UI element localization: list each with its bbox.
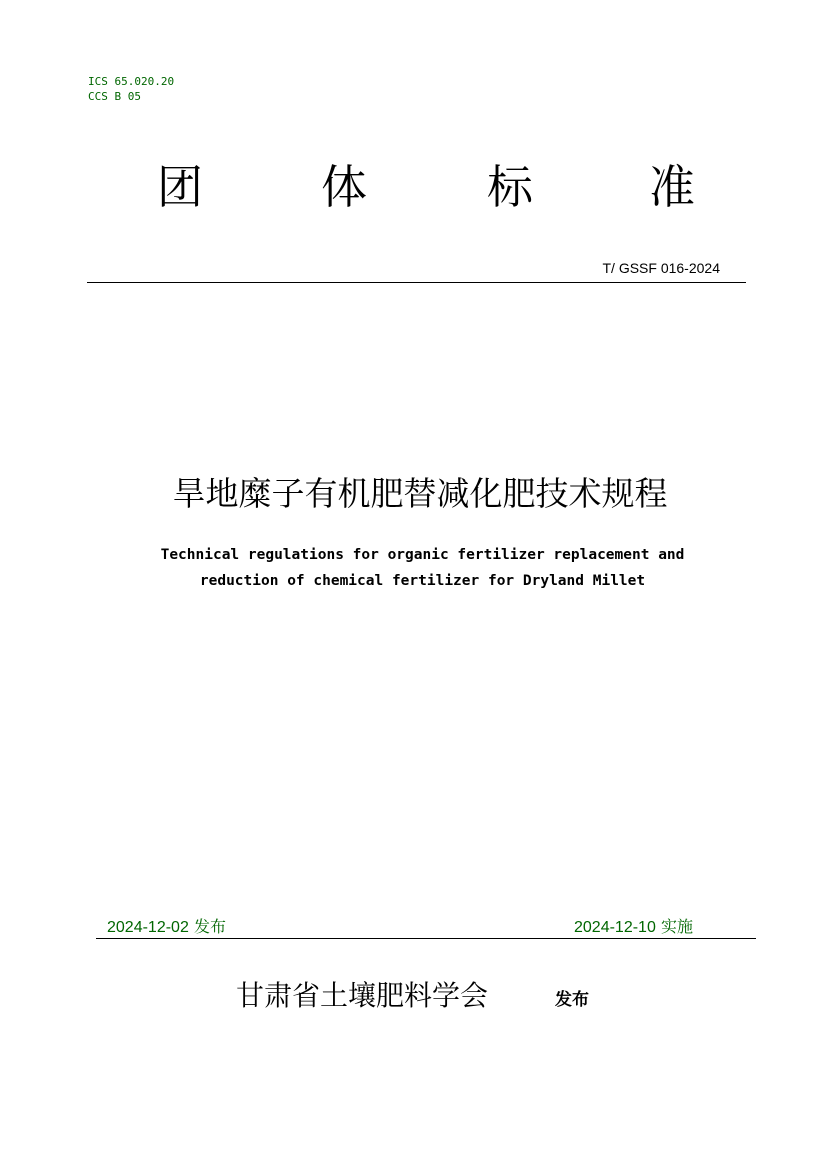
bottom-divider: [96, 938, 756, 939]
heading-char-2: 体: [321, 160, 367, 214]
document-title-cn: 旱地糜子有机肥替减化肥技术规程: [172, 474, 668, 513]
ccs-code: CCS B 05: [88, 90, 141, 103]
publisher-name: 甘肃省土壤肥料学会: [236, 979, 489, 1012]
effective-date: 2024-12-10: [574, 919, 656, 936]
publish-date: 2024-12-02: [107, 919, 189, 936]
standard-number: T/ GSSF 016-2024: [602, 260, 720, 276]
standard-type-heading: [0, 152, 815, 222]
effective-label: 实施: [660, 917, 693, 936]
classification-codes: [88, 74, 174, 104]
publish-date-block: [107, 916, 226, 939]
heading-char-4: 准: [649, 160, 695, 214]
publish-label: 发布: [193, 917, 226, 936]
heading-char-1: 团: [157, 160, 203, 214]
publisher-suffix: 发布: [555, 990, 589, 1010]
title-en-line-1: Technical regulations for organic fertilizer replacement and: [160, 547, 685, 563]
document-title-en: [0, 542, 815, 594]
title-en-line-2: reduction of chemical fertilizer for Dryland Millet: [199, 573, 646, 589]
heading-char-3: 标: [487, 160, 533, 214]
effective-date-block: [574, 916, 693, 939]
top-divider: [87, 282, 746, 283]
ics-code: ICS 65.020.20: [88, 75, 175, 88]
